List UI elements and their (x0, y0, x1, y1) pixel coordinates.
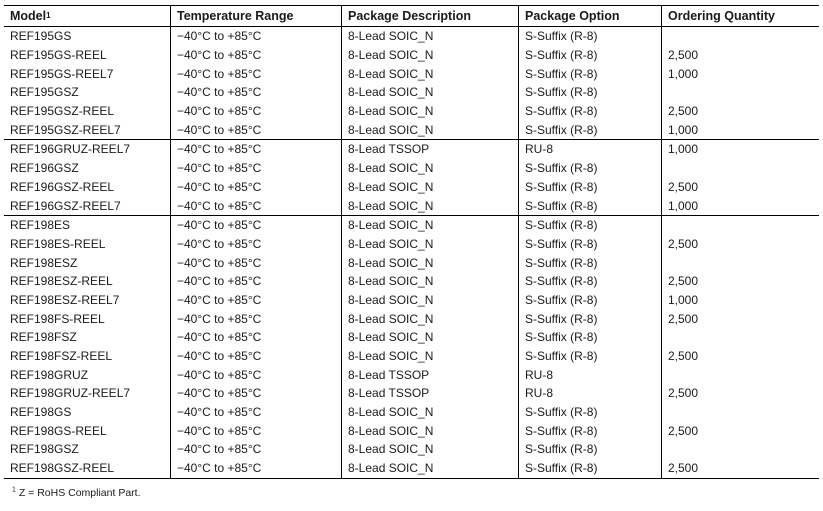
cell-package-option: S-Suffix (R-8) (518, 27, 661, 46)
table-row (4, 347, 819, 366)
cell-temperature-range: −40°C to +85°C (170, 253, 341, 272)
cell-package-description: 8-Lead SOIC_N (341, 253, 518, 272)
cell-ordering-quantity (661, 403, 819, 422)
row-group (4, 215, 819, 478)
cell-ordering-quantity (661, 27, 819, 46)
cell-package-option: S-Suffix (R-8) (518, 196, 661, 215)
cell-package-description: 8-Lead SOIC_N (341, 440, 518, 459)
cell-package-option: S-Suffix (R-8) (518, 347, 661, 366)
cell-temperature-range: −40°C to +85°C (170, 27, 341, 46)
cell-package-option: S-Suffix (R-8) (518, 120, 661, 139)
cell-package-description: 8-Lead SOIC_N (341, 403, 518, 422)
table-row (4, 272, 819, 291)
header-package-option: Package Option (518, 6, 661, 26)
table-row (4, 291, 819, 310)
cell-temperature-range: −40°C to +85°C (170, 459, 341, 478)
cell-package-description: 8-Lead SOIC_N (341, 83, 518, 102)
cell-ordering-quantity: 1,000 (661, 120, 819, 139)
cell-package-option: S-Suffix (R-8) (518, 102, 661, 121)
header-model: Model 1 (10, 9, 51, 23)
cell-package-description: 8-Lead SOIC_N (341, 309, 518, 328)
cell-ordering-quantity: 1,000 (661, 64, 819, 83)
cell-package-description: 8-Lead SOIC_N (341, 27, 518, 46)
cell-model: REF198GRUZ-REEL7 (10, 386, 131, 401)
cell-temperature-range: −40°C to +85°C (170, 440, 341, 459)
table-row (4, 440, 819, 459)
cell-package-description: 8-Lead TSSOP (341, 365, 518, 384)
cell-temperature-range: −40°C to +85°C (170, 196, 341, 215)
cell-package-option: S-Suffix (R-8) (518, 83, 661, 102)
cell-package-description: 8-Lead SOIC_N (341, 459, 518, 478)
cell-package-description: 8-Lead SOIC_N (341, 235, 518, 254)
cell-ordering-quantity (661, 83, 819, 102)
cell-package-option: S-Suffix (R-8) (518, 64, 661, 83)
table-row (4, 384, 819, 403)
cell-ordering-quantity: 2,500 (661, 347, 819, 366)
cell-temperature-range: −40°C to +85°C (170, 46, 341, 65)
ordering-guide-table (4, 5, 819, 479)
cell-model: REF195GSZ-REEL7 (10, 122, 121, 137)
cell-package-description: 8-Lead SOIC_N (341, 102, 518, 121)
cell-model: REF198GS (10, 405, 72, 420)
cell-model: REF196GSZ-REEL (10, 179, 115, 194)
cell-temperature-range: −40°C to +85°C (170, 403, 341, 422)
cell-temperature-range: −40°C to +85°C (170, 83, 341, 102)
table-row (4, 83, 819, 102)
table-row (4, 27, 819, 46)
cell-model: REF198GS-REEL (10, 423, 107, 438)
cell-ordering-quantity (661, 159, 819, 178)
cell-package-description: 8-Lead SOIC_N (341, 46, 518, 65)
table-row (4, 196, 819, 215)
cell-package-description: 8-Lead SOIC_N (341, 328, 518, 347)
cell-temperature-range: −40°C to +85°C (170, 235, 341, 254)
cell-model: REF195GS-REEL (10, 48, 107, 63)
cell-model: REF198ES (10, 218, 71, 233)
cell-package-description: 8-Lead SOIC_N (341, 347, 518, 366)
cell-temperature-range: −40°C to +85°C (170, 365, 341, 384)
cell-model: REF198ESZ-REEL (10, 274, 113, 289)
cell-model: REF198FSZ-REEL (10, 349, 113, 364)
cell-model: REF196GRUZ-REEL7 (10, 142, 131, 157)
header-ordering-quantity: Ordering Quantity (661, 6, 819, 26)
cell-package-option: S-Suffix (R-8) (518, 459, 661, 478)
cell-temperature-range: −40°C to +85°C (170, 421, 341, 440)
table-row (4, 102, 819, 121)
table-row (4, 159, 819, 178)
cell-temperature-range: −40°C to +85°C (170, 120, 341, 139)
footnote-text: Z = RoHS Compliant Part. (15, 487, 141, 499)
table-body (4, 27, 819, 478)
cell-model: REF198ESZ (10, 255, 78, 270)
cell-package-description: 8-Lead SOIC_N (341, 159, 518, 178)
cell-package-description: 8-Lead SOIC_N (341, 64, 518, 83)
cell-ordering-quantity: 2,500 (661, 421, 819, 440)
cell-model: REF198GSZ-REEL (10, 461, 115, 476)
cell-ordering-quantity (661, 253, 819, 272)
cell-model: REF195GSZ (10, 85, 79, 100)
cell-package-description: 8-Lead SOIC_N (341, 196, 518, 215)
cell-model: REF198FSZ (10, 330, 77, 345)
cell-package-option: S-Suffix (R-8) (518, 291, 661, 310)
cell-model: REF198GRUZ (10, 367, 89, 382)
cell-package-description: 8-Lead SOIC_N (341, 120, 518, 139)
cell-ordering-quantity: 2,500 (661, 235, 819, 254)
cell-ordering-quantity (661, 328, 819, 347)
table-header-row (4, 6, 819, 27)
table-row (4, 328, 819, 347)
cell-model: REF198ESZ-REEL7 (10, 292, 120, 307)
cell-model: REF196GSZ-REEL7 (10, 198, 121, 213)
table-row (4, 216, 819, 235)
cell-temperature-range: −40°C to +85°C (170, 178, 341, 197)
row-group (4, 139, 819, 215)
cell-package-option: S-Suffix (R-8) (518, 421, 661, 440)
cell-ordering-quantity: 1,000 (661, 196, 819, 215)
cell-temperature-range: −40°C to +85°C (170, 328, 341, 347)
cell-temperature-range: −40°C to +85°C (170, 291, 341, 310)
cell-package-description: 8-Lead SOIC_N (341, 291, 518, 310)
cell-ordering-quantity: 2,500 (661, 272, 819, 291)
cell-ordering-quantity: 2,500 (661, 459, 819, 478)
table-row (4, 365, 819, 384)
table-row (4, 309, 819, 328)
cell-model: REF198FS-REEL (10, 311, 105, 326)
cell-package-option: RU-8 (518, 140, 661, 159)
cell-ordering-quantity (661, 440, 819, 459)
table-row (4, 235, 819, 254)
table-row (4, 140, 819, 159)
header-package-description: Package Description (341, 6, 518, 26)
table-row (4, 46, 819, 65)
cell-ordering-quantity: 1,000 (661, 140, 819, 159)
cell-temperature-range: −40°C to +85°C (170, 272, 341, 291)
cell-temperature-range: −40°C to +85°C (170, 216, 341, 235)
table-row (4, 178, 819, 197)
cell-package-description: 8-Lead SOIC_N (341, 272, 518, 291)
cell-ordering-quantity: 2,500 (661, 384, 819, 403)
cell-ordering-quantity: 2,500 (661, 102, 819, 121)
cell-package-description: 8-Lead TSSOP (341, 140, 518, 159)
header-temperature-range: Temperature Range (170, 6, 341, 26)
cell-model: REF198GSZ (10, 442, 79, 457)
footnote-marker: 1 (12, 486, 16, 494)
cell-package-option: RU-8 (518, 365, 661, 384)
cell-package-option: S-Suffix (R-8) (518, 403, 661, 422)
footnote (12, 487, 141, 499)
cell-package-option: S-Suffix (R-8) (518, 46, 661, 65)
table-row (4, 120, 819, 139)
row-group (4, 27, 819, 139)
cell-package-option: S-Suffix (R-8) (518, 216, 661, 235)
cell-package-option: S-Suffix (R-8) (518, 235, 661, 254)
table-row (4, 421, 819, 440)
cell-package-option: S-Suffix (R-8) (518, 440, 661, 459)
header-model-label: Model (10, 9, 47, 23)
table-row (4, 253, 819, 272)
cell-ordering-quantity: 2,500 (661, 46, 819, 65)
cell-temperature-range: −40°C to +85°C (170, 347, 341, 366)
cell-package-option: S-Suffix (R-8) (518, 159, 661, 178)
cell-package-option: S-Suffix (R-8) (518, 178, 661, 197)
cell-model: REF195GS (10, 29, 72, 44)
cell-package-option: S-Suffix (R-8) (518, 309, 661, 328)
cell-temperature-range: −40°C to +85°C (170, 159, 341, 178)
cell-package-description: 8-Lead SOIC_N (341, 421, 518, 440)
table-row (4, 459, 819, 478)
cell-model: REF195GS-REEL7 (10, 66, 114, 81)
cell-package-description: 8-Lead SOIC_N (341, 216, 518, 235)
cell-model: REF196GSZ (10, 161, 79, 176)
cell-package-option: S-Suffix (R-8) (518, 253, 661, 272)
cell-temperature-range: −40°C to +85°C (170, 384, 341, 403)
cell-ordering-quantity: 1,000 (661, 291, 819, 310)
cell-package-option: S-Suffix (R-8) (518, 272, 661, 291)
cell-model: REF195GSZ-REEL (10, 104, 115, 119)
cell-package-description: 8-Lead SOIC_N (341, 178, 518, 197)
cell-temperature-range: −40°C to +85°C (170, 64, 341, 83)
cell-package-description: 8-Lead TSSOP (341, 384, 518, 403)
cell-temperature-range: −40°C to +85°C (170, 309, 341, 328)
cell-temperature-range: −40°C to +85°C (170, 102, 341, 121)
table-row (4, 403, 819, 422)
cell-package-option: S-Suffix (R-8) (518, 328, 661, 347)
cell-ordering-quantity (661, 365, 819, 384)
cell-ordering-quantity: 2,500 (661, 178, 819, 197)
cell-package-option: RU-8 (518, 384, 661, 403)
cell-ordering-quantity (661, 216, 819, 235)
table-row (4, 64, 819, 83)
cell-model: REF198ES-REEL (10, 236, 106, 251)
cell-ordering-quantity: 2,500 (661, 309, 819, 328)
cell-temperature-range: −40°C to +85°C (170, 140, 341, 159)
